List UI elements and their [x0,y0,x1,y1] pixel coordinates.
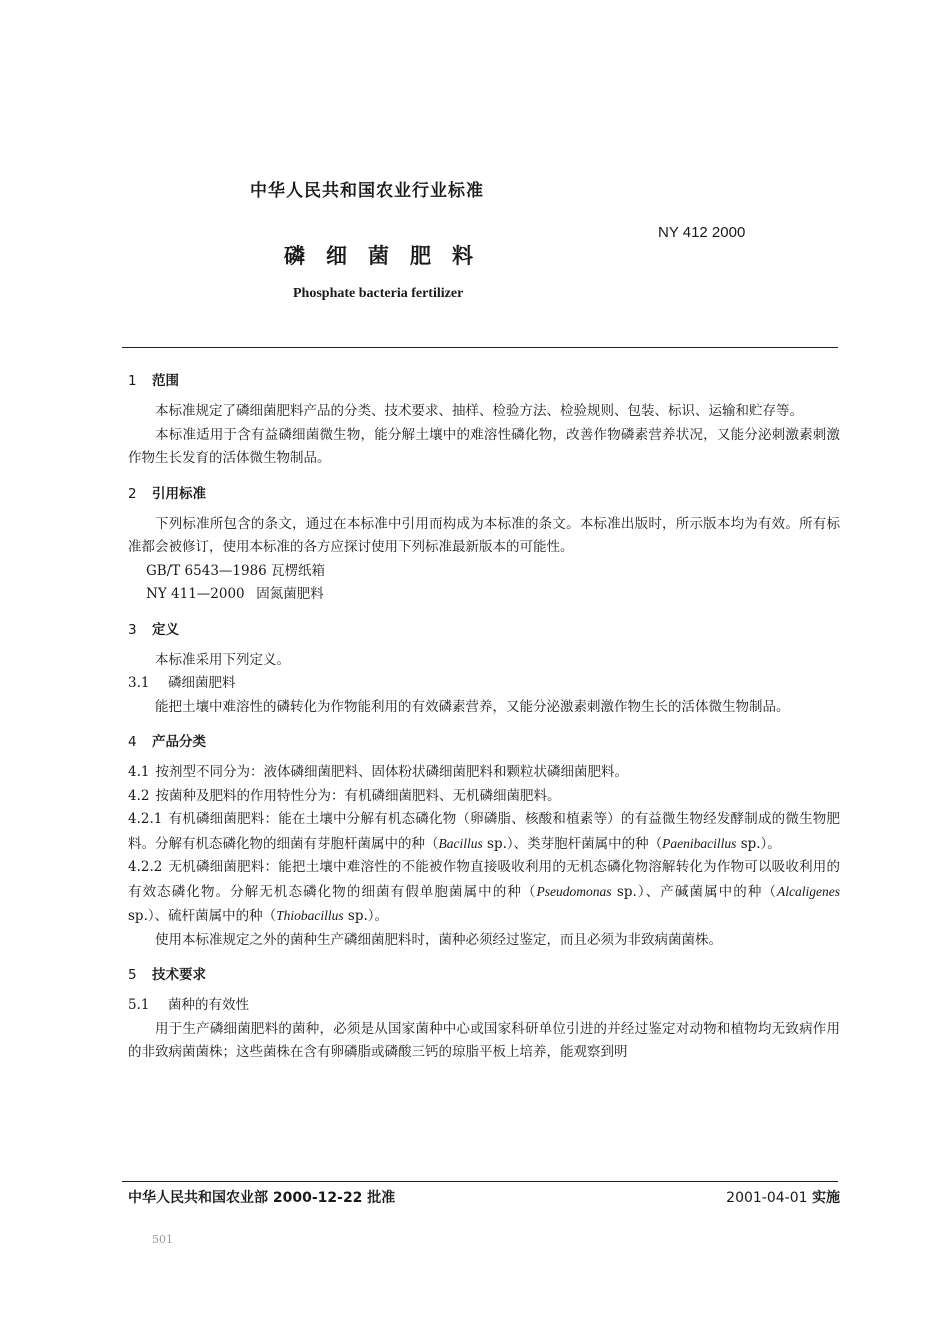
clause-text: 无机磷细菌肥料：能把土壤中难溶性的不能被作物直接吸收利用的无机态磷化物溶解转化为作物可以吸收利用的有效态磷化物。分解无机态磷化物的细菌有假单胞菌属中的种（ [128,859,840,900]
standard-title: 磷细菌肥料 [284,244,494,268]
clause-3-1-text: 能把土壤中难溶性的磷转化为作物能利用的有效磷素营养，又能分泌激素刺激作物生长的活体微生物制品。 [155,698,790,715]
clause-title: 磷细菌肥料 [168,675,236,691]
clause-text: 按剂型不同分为：液体磷细菌肥料、固体粉状磷细菌肥料和颗粒状磷细菌肥料。 [155,764,628,780]
clause-text: 有机磷细菌肥料：能在土壤中分解有机态磷化物（卵磷脂、核酸和植素等）的有益微生物经发酵制成的微生物肥料。分解有机态磷化物的细菌有芽胞杆菌属中的种（ [128,811,840,852]
clause-text: 按菌种及肥料的作用特性分为：有机磷细菌肥料、无机磷细菌肥料。 [155,787,561,804]
footer-divider [122,1181,838,1182]
section-1-para-2: 本标准适用于含有益磷细菌微生物，能分解土壤中的难溶性磷化物，改善作物磷素营养状况，又能分泌刺激素刺激作物生长发育的活体微生物制品。 [128,426,840,466]
clause-number: 3.1 [128,675,150,691]
document-body [128,370,840,1065]
section-number: 4 [128,734,137,750]
reference-name: 固氮菌肥料 [256,586,324,602]
clause-text: sp.）、产碱菌属中的种（ [611,883,778,900]
clause-text: sp.）。 [343,908,389,924]
clause-number: 4.2.1 [128,811,163,827]
section-1-heading [128,370,840,392]
clause-number: 4.1 [128,764,150,780]
section-title: 产品分类 [152,734,206,750]
section-number: 2 [128,485,137,502]
clause-text: sp.）。 [736,835,781,852]
standard-number: NY 412 2000 [658,224,746,241]
genus-name: Pseudomonas [536,883,612,899]
clause-4-1 [128,761,840,785]
genus-name: Alcaligenes [777,883,841,899]
clause-3-1 [128,672,840,696]
page-number: 501 [152,1233,173,1246]
implementation-line [726,1187,840,1207]
section-number: 1 [128,373,137,389]
clause-number: 4.2.2 [128,859,163,875]
implementation-label: 实施 [812,1190,840,1206]
section-1-para-1: 本标准规定了磷细菌肥料产品的分类、技术要求、抽样、检验方法、检验规则、包装、标识、运输和贮存等。 [155,403,803,419]
header-divider [122,347,838,348]
reference-code: GB/T 6543—1986 [146,562,267,579]
clause-5-1 [128,994,840,1018]
genus-name: Bacillus [438,835,483,851]
section-number: 3 [128,621,137,638]
clause-4-2 [128,785,840,809]
reference-item [128,560,840,584]
clause-number: 4.2 [128,787,150,804]
section-4-heading [128,731,840,753]
section-3-heading [128,619,840,641]
clause-text: sp.）、类芽胞杆菌属中的种（ [482,835,663,852]
section-title: 技术要求 [152,967,206,983]
standard-organization: 中华人民共和国农业行业标准 [250,181,484,201]
section-2-heading [128,483,840,505]
clause-text: sp.）、硫杆菌属中的种（ [128,908,277,924]
clause-4-2-2 [128,856,840,929]
section-3-para-1: 本标准采用下列定义。 [155,651,290,668]
section-title: 引用标准 [152,485,206,502]
section-4-closing-para: 使用本标准规定之外的菌种生产磷细菌肥料时，菌种必须经过鉴定，而且必须为非致病菌菌株。 [155,931,722,948]
implementation-date: 2001-04-01 [726,1190,808,1206]
clause-number: 5.1 [128,997,150,1013]
clause-4-2-1 [128,808,840,856]
genus-name: Thiobacillus [276,908,344,923]
section-title: 范围 [152,373,179,389]
section-number: 5 [128,967,137,983]
reference-item [128,583,840,607]
section-5-heading [128,964,840,986]
reference-code: NY 411—2000 [146,586,245,602]
standard-title-english: Phosphate bacteria fertilizer [293,286,464,301]
genus-name: Paenibacillus [662,835,737,851]
section-title: 定义 [152,621,179,638]
reference-name: 瓦楞纸箱 [271,562,326,579]
clause-5-1-text: 用于生产磷细菌肥料的菌种，必须是从国家菌种中心或国家科研单位引进的并经过鉴定对动物和植物均无致病作用的非致病菌菌株；这些菌株在含有卵磷脂或磷酸三钙的琼脂平板上培养，能观察到明 [128,1020,840,1060]
approval-line: 中华人民共和国农业部 2000-12-22 批准 [128,1190,396,1206]
clause-title: 菌种的有效性 [168,997,249,1013]
section-2-para-1: 下列标准所包含的条文，通过在本标准中引用而构成为本标准的条文。本标准出版时，所示版本均为有效。所有标准都会被修订，使用本标准的各方应探讨使用下列标准最新版本的可能性。 [128,515,840,555]
